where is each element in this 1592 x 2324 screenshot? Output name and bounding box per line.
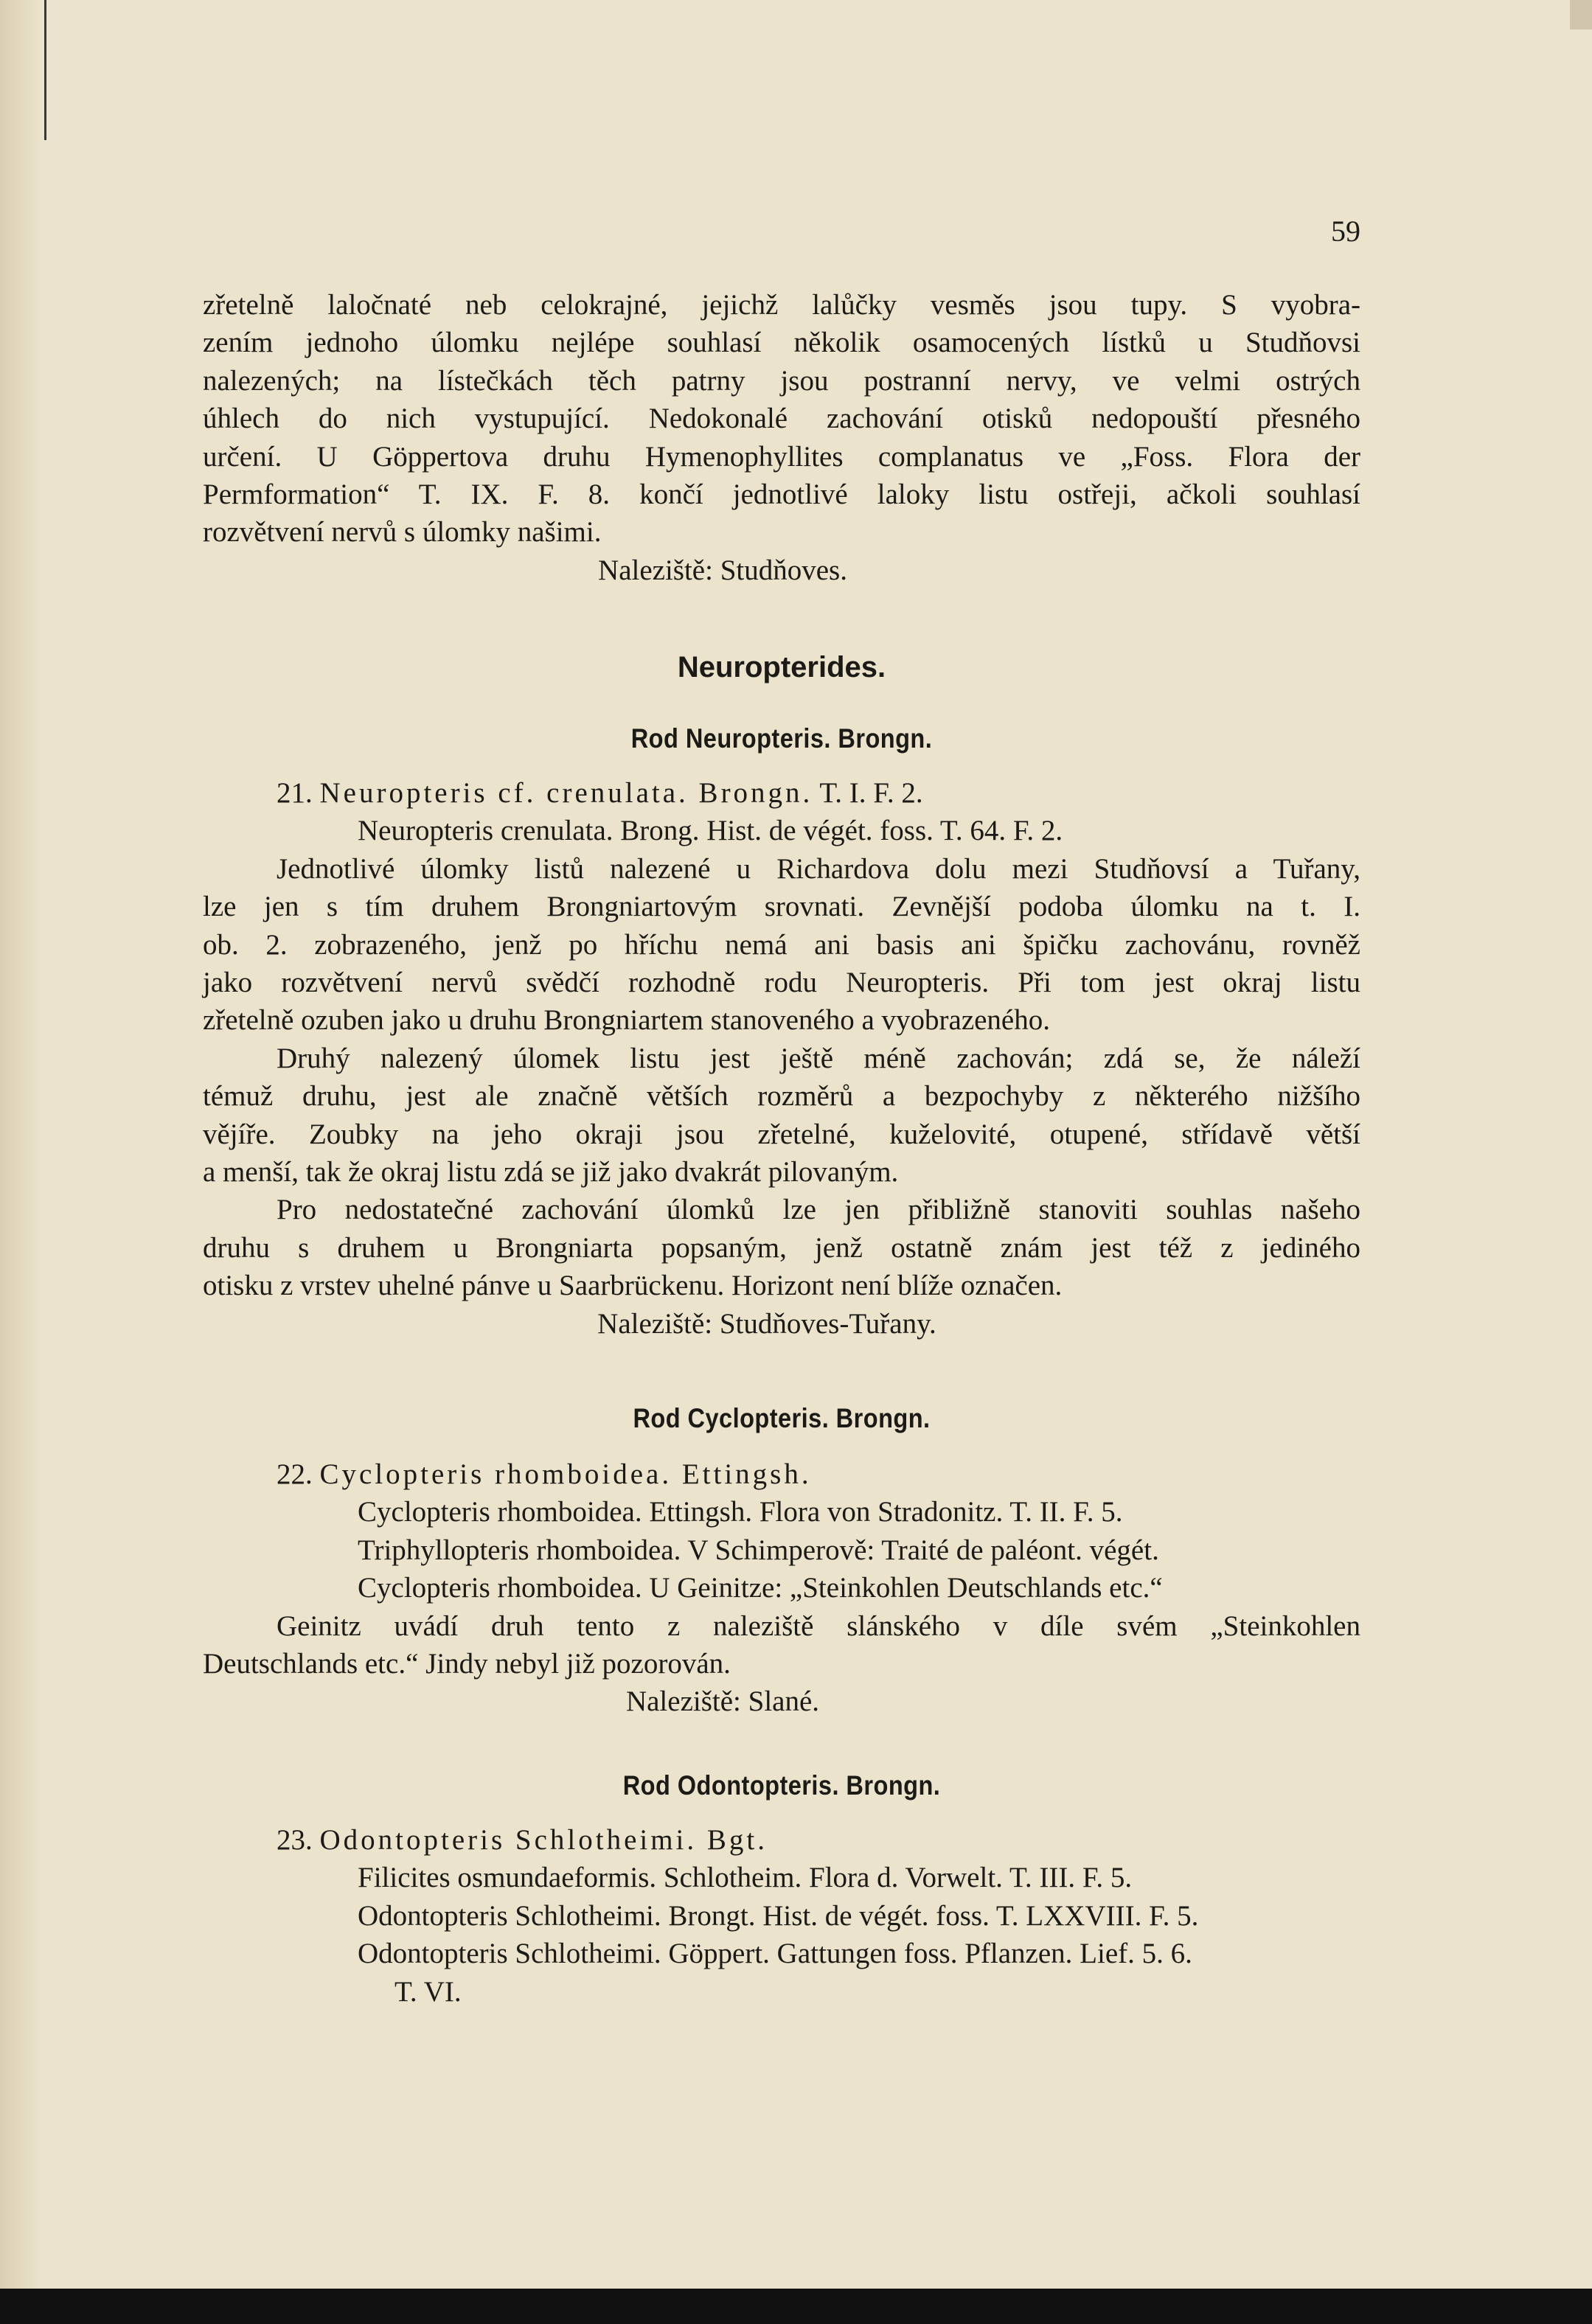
scan-border <box>0 2289 1592 2324</box>
species-name: Cyclopteris rhomboidea. Ettingsh. <box>319 1458 812 1490</box>
page-number: 59 <box>1331 215 1360 248</box>
text-line: určení. U Göppertova druhu Hymenophyllites complanatus ve „Foss. Flora der <box>203 440 1360 473</box>
entry-number: 21. <box>277 777 313 809</box>
species-entry <box>203 774 1360 812</box>
entry-number: 23. <box>277 1824 313 1856</box>
synonym: Odontopteris Schlotheimi. Göppert. Gattungen foss. Pflanzen. Lief. 5. 6. <box>358 1938 1192 1970</box>
text-line: Permformation“ T. IX. F. 8. končí jednotlivé laloky listu ostřeji, ačkoli souhlasí <box>203 479 1360 511</box>
section-neuropteris <box>203 774 1360 1343</box>
section-heading: Rod Odontopteris. Brongn. <box>622 1770 941 1801</box>
section-cyclopteris <box>203 1455 1360 1721</box>
section-heading: Rod Cyclopteris. Brongn. <box>633 1403 931 1433</box>
text-line: zením jednoho úlomku nejlépe souhlasí několik osamocených lístků u Studňovsi <box>203 327 1360 359</box>
text-line: Geinitz uvádí druh tento z naleziště slánského v díle svém „Steinkohlen <box>277 1610 1360 1642</box>
text-line: otisku z vrstev uhelné pánve u Saarbrückenu. Horizont není blíže označen. <box>203 1270 1063 1302</box>
species-entry <box>203 1821 1360 1859</box>
page-left-edge <box>0 0 43 2324</box>
text-line: Deutschlands etc.“ Jindy nebyl již pozorován. <box>203 1648 731 1680</box>
paragraph <box>203 850 1360 1040</box>
locality: Naleziště: Studňoves-Tuřany. <box>597 1307 936 1340</box>
paragraph <box>203 1191 1360 1304</box>
section-heading: Rod Neuropteris. Brongn. <box>630 723 933 754</box>
synonym: Cyclopteris rhomboidea. U Geinitze: „Steinkohlen Deutschlands etc.“ <box>358 1572 1163 1604</box>
synonym: Neuropteris crenulata. Brong. Hist. de végét. foss. T. 64. F. 2. <box>358 815 1063 847</box>
group-heading: Neuropterides. <box>677 651 886 683</box>
text-line: vějíře. Zoubky na jeho okraji jsou zřetelné, kuželovité, otupené, střídavě větší <box>203 1118 1360 1150</box>
text-line: úhlech do nich vystupující. Nedokonalé zachování otisků nedopouští přesného <box>203 403 1360 435</box>
text-line: a menší, tak že okraj listu zdá se již jako dvakrát pilovaným. <box>203 1156 899 1189</box>
plate-ref: T. I. F. 2. <box>819 777 923 809</box>
species-entry <box>203 1455 1360 1493</box>
text-line: Druhý nalezený úlomek listu jest ještě méně zachován; zdá se, že náleží <box>277 1042 1360 1074</box>
locality: Naleziště: Slané. <box>625 1685 820 1718</box>
paragraph <box>203 1040 1360 1191</box>
page-corner <box>1570 0 1592 29</box>
synonym: Cyclopteris rhomboidea. Ettingsh. Flora von Stradonitz. T. II. F. 5. <box>358 1496 1123 1528</box>
text-line: rozvětvení nervů s úlomky našimi. <box>203 516 602 549</box>
species-name: Odontopteris Schlotheimi. Bgt. <box>319 1824 768 1856</box>
entry-number: 22. <box>277 1458 313 1490</box>
text-line: Pro nedostatečné zachování úlomků lze jen přibližně stanoviti souhlas našeho <box>277 1194 1360 1226</box>
binding-line <box>44 0 46 140</box>
text-line: ob. 2. zobrazeného, jenž po hříchu nemá ani basis ani špičku zachovánu, rovněž <box>203 928 1360 961</box>
intro-paragraph <box>203 286 1360 589</box>
text-line: druhu s druhem u Brongniarta popsaným, jenž ostatně znám jest též z jediného <box>203 1231 1360 1264</box>
text-line: témuž druhu, jest ale značně větších rozměrů a bezpochyby z některého nižšího <box>203 1080 1360 1113</box>
text-line: jako rozvětvení nervů svědčí rozhodně rodu Neuropteris. Při tom jest okraj listu <box>203 967 1360 999</box>
text-line: zřetelně ozuben jako u druhu Brongniartem stanoveného a vyobrazeného. <box>203 1004 1050 1037</box>
section-odontopteris <box>203 1821 1360 2011</box>
species-name: Neuropteris cf. crenulata. Brongn. <box>319 777 813 809</box>
synonym: Odontopteris Schlotheimi. Brongt. Hist. de végét. foss. T. LXXVIII. F. 5. <box>358 1899 1199 1932</box>
synonym: Filicites osmundaeformis. Schlotheim. Flora d. Vorwelt. T. III. F. 5. <box>358 1862 1133 1894</box>
locality: Naleziště: Studňoves. <box>598 554 847 586</box>
text-line: lze jen s tím druhem Brongniartovým srovnati. Zevnější podoba úlomku na t. I. <box>203 891 1360 923</box>
synonym: Triphyllopteris rhomboidea. V Schimperově: Traité de paléont. végét. <box>358 1534 1159 1566</box>
text-line: nalezených; na lístečkách těch patrny jsou postranní nervy, ve velmi ostrých <box>203 364 1360 397</box>
paragraph <box>203 1607 1360 1683</box>
text-line: zřetelně laločnaté neb celokrajné, jejichž lalůčky vesměs jsou tupy. S vyobra- <box>203 289 1360 321</box>
text-line: Jednotlivé úlomky listů nalezené u Richardova dolu mezi Studňovsí a Tuřany, <box>277 852 1360 885</box>
synonym-continuation: T. VI. <box>394 1975 462 2008</box>
